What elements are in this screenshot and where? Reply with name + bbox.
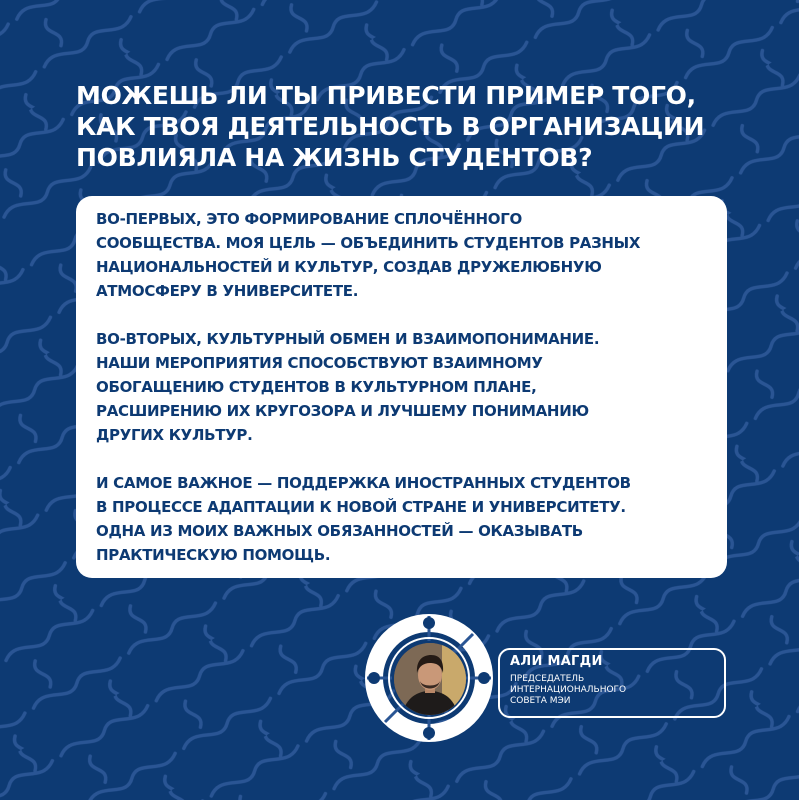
answer-paragraph-3 (96, 471, 716, 567)
question-headline (76, 80, 736, 173)
author-role-line: ИНТЕРНАЦИОНАЛЬНОГО (510, 685, 627, 695)
answer-paragraph-2 (96, 327, 716, 447)
answer-paragraph-1 (96, 207, 716, 303)
answer-line: РАСШИРЕНИЮ ИХ КРУГОЗОРА И ЛУЧШЕМУ ПОНИМАНИЮ (96, 402, 589, 420)
answer-line: АТМОСФЕРУ В УНИВЕРСИТЕТЕ. (96, 282, 359, 300)
answer-line: НАШИ МЕРОПРИЯТИЯ СПОСОБСТВУЮТ ВЗАИМНОМУ (96, 354, 543, 372)
answer-card (76, 196, 727, 578)
author-info (498, 648, 726, 718)
author-role (510, 674, 626, 707)
author-name: АЛИ МАГДИ (510, 654, 603, 669)
answer-line: НАЦИОНАЛЬНОСТЕЙ И КУЛЬТУР, СОЗДАВ ДРУЖЕЛЮБНУЮ (96, 258, 602, 276)
answer-line: ВО-ВТОРЫХ, КУЛЬТУРНЫЙ ОБМЕН И ВЗАИМОПОНИМАНИЕ. (96, 330, 600, 348)
answer-line: ПРАКТИЧЕСКУЮ ПОМОЩЬ. (96, 546, 331, 564)
avatar (394, 643, 466, 715)
answer-line: ДРУГИХ КУЛЬТУР. (96, 426, 253, 444)
answer-line: СООБЩЕСТВА. МОЯ ЦЕЛЬ — ОБЪЕДИНИТЬ СТУДЕНТОВ РАЗНЫХ (96, 234, 641, 252)
answer-line: В ПРОЦЕССЕ АДАПТАЦИИ К НОВОЙ СТРАНЕ И УНИВЕРСИТЕТУ. (96, 498, 626, 516)
author-role-line: ПРЕДСЕДАТЕЛЬ (510, 674, 585, 684)
headline-line: МОЖЕШЬ ЛИ ТЫ ПРИВЕСТИ ПРИМЕР ТОГО, (76, 81, 696, 110)
author-role-line: СОВЕТА МЭИ (510, 696, 571, 706)
answer-line: ОБОГАЩЕНИЮ СТУДЕНТОВ В КУЛЬТУРНОМ ПЛАНЕ, (96, 378, 537, 396)
answer-line: И САМОЕ ВАЖНОЕ — ПОДДЕРЖКА ИНОСТРАННЫХ СТУДЕНТОВ (96, 474, 631, 492)
headline-line: КАК ТВОЯ ДЕЯТЕЛЬНОСТЬ В ОРГАНИЗАЦИИ (76, 112, 705, 141)
headline-line: ПОВЛИЯЛА НА ЖИЗНЬ СТУДЕНТОВ? (76, 143, 593, 172)
answer-line: ВО-ПЕРВЫХ, ЭТО ФОРМИРОВАНИЕ СПЛОЧЁННОГО (96, 210, 522, 228)
answer-line: ОДНА ИЗ МОИХ ВАЖНЫХ ОБЯЗАННОСТЕЙ — ОКАЗЫВАТЬ (96, 522, 583, 540)
